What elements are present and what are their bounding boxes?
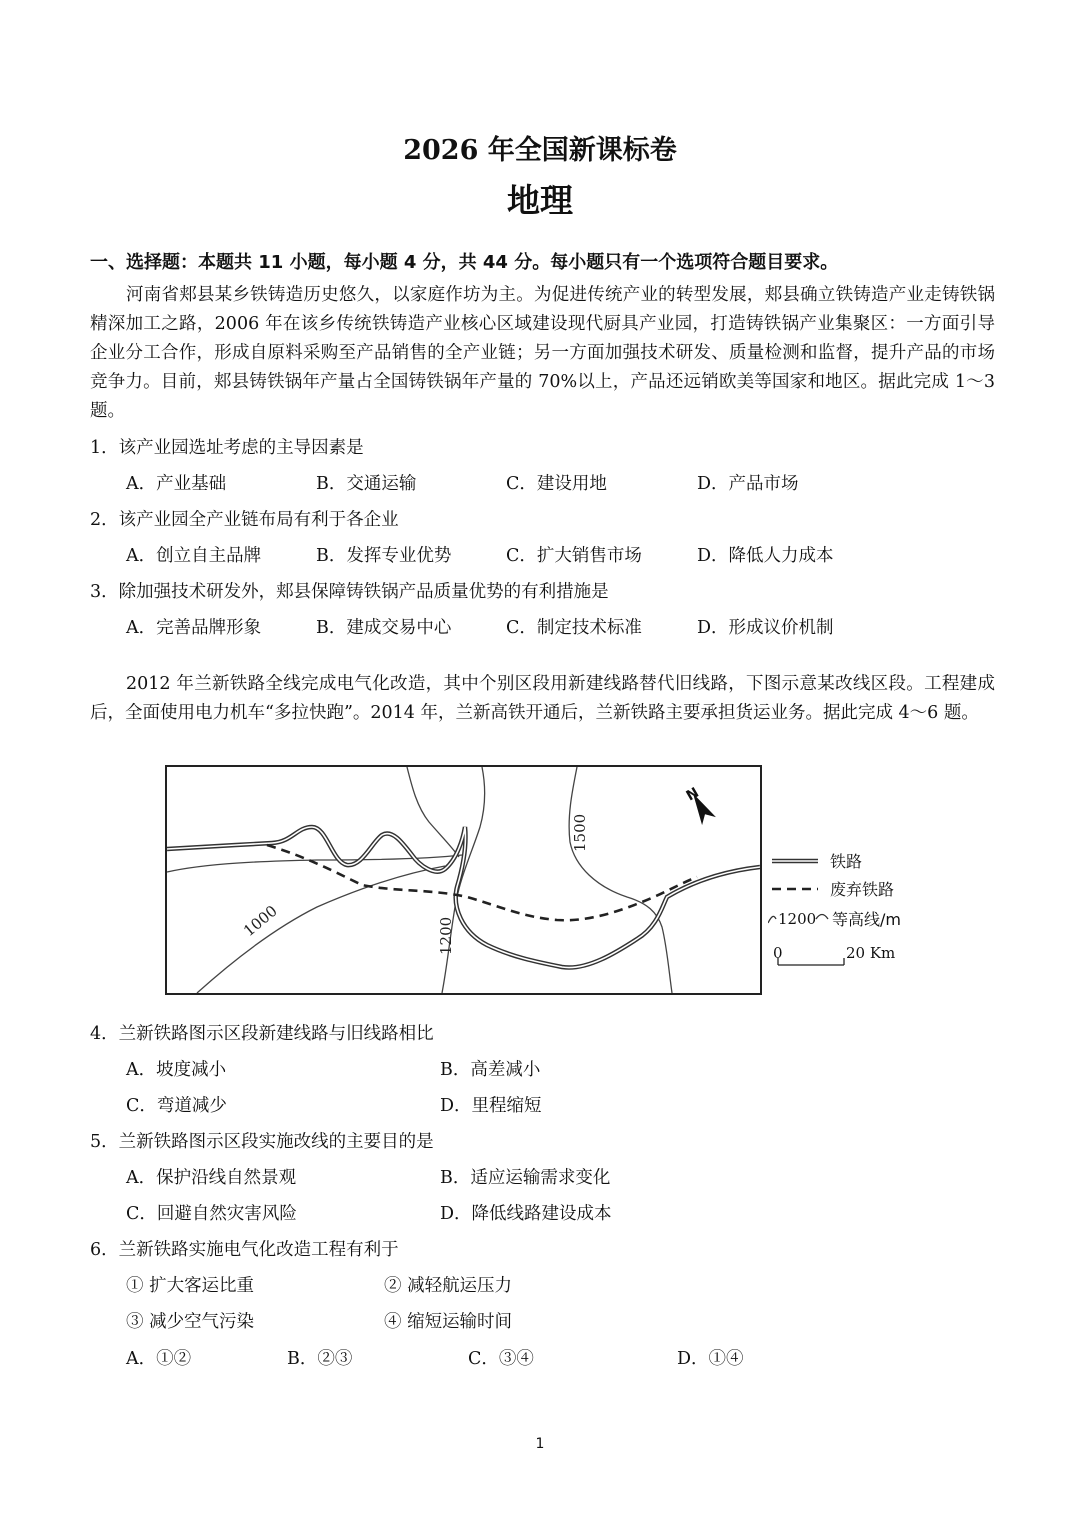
contour-1200 bbox=[442, 767, 485, 993]
q2-option-a: A．创立自主品牌 bbox=[126, 546, 262, 566]
passage-1: 河南省郏县某乡铁铸造历史悠久，以家庭作坊为主。为促进传统产业的转型发展，郏县确立铁铸造产业走铸铁锅精深加工之路，2006 年在该乡传统铁铸造产业核心区域建设现代厨具产业园，打造铸铁锅产业集聚区：一方面引导企业分工合作，形成自原料采购至产品销售的全产业链；另一方面加强技术研发、质量检测和监督，提升产品的市场竞争力。目前，郏县铸铁锅年产量占全国铸铁锅年产量的 70%以上，产品还远销欧美等国家和地区。据此完成 1～3 题。 bbox=[90, 285, 995, 421]
q2-option-b: B．发挥专业优势 bbox=[316, 546, 452, 566]
q4-option-c: C．弯道减少 bbox=[126, 1096, 227, 1116]
q6-item-4: ④ 缩短运输时间 bbox=[384, 1312, 513, 1332]
exam-title: 2026 年全国新课标卷 bbox=[403, 135, 677, 166]
q3-option-d: D．形成议价机制 bbox=[697, 618, 834, 638]
q2-option-c: C．扩大销售市场 bbox=[506, 546, 642, 566]
legend-abandoned: 废弃铁路 bbox=[830, 880, 895, 899]
q3-option-c: C．制定技术标准 bbox=[506, 618, 642, 638]
question-3-stem: 3．除加强技术研发外，郏县保障铸铁锅产品质量优势的有利措施是 bbox=[90, 582, 609, 602]
contour-1200-upper bbox=[407, 767, 459, 857]
q5-option-d: D．降低线路建设成本 bbox=[440, 1204, 612, 1224]
q5-option-b: B．适应运输需求变化 bbox=[440, 1168, 611, 1188]
contour-1500 bbox=[569, 767, 672, 993]
legend-railway: 铁路 bbox=[830, 852, 863, 871]
q4-option-d: D．里程缩短 bbox=[440, 1096, 542, 1116]
q1-option-a: A．产业基础 bbox=[126, 474, 227, 494]
contour-label-1200: 1200 bbox=[437, 916, 455, 955]
passage-2: 2012 年兰新铁路全线完成电气化改造，其中个别区段用新建线路替代旧线路，下图示意某改线区段。工程建成后，全面使用电力机车“多拉快跑”。2014 年，兰新高铁开通后，兰新铁路主要承担货运业务。据此完成 4～6 题。 bbox=[90, 674, 995, 723]
page-number: 1 bbox=[535, 1436, 545, 1452]
q2-option-d: D．降低人力成本 bbox=[697, 546, 834, 566]
q6-option-a: A．①② bbox=[126, 1349, 192, 1369]
q4-option-a: A．坡度减小 bbox=[126, 1060, 227, 1080]
q3-option-b: B．建成交易中心 bbox=[316, 618, 452, 638]
legend-contour-sample: 1200 bbox=[778, 910, 817, 928]
contour-label-1000: 1000 bbox=[240, 901, 281, 941]
north-label: N bbox=[683, 784, 702, 805]
q5-option-c: C．回避自然灾害风险 bbox=[126, 1204, 297, 1224]
q6-item-1: ① 扩大客运比重 bbox=[126, 1276, 255, 1296]
question-4-stem: 4．兰新铁路图示区段新建线路与旧线路相比 bbox=[90, 1024, 434, 1044]
q6-item-2: ② 减轻航运压力 bbox=[384, 1276, 513, 1296]
section-heading: 一、选择题：本题共 11 小题，每小题 4 分，共 44 分。每小题只有一个选项符合题目要求。 bbox=[90, 252, 839, 273]
question-1-stem: 1．该产业园选址考虑的主导因素是 bbox=[90, 438, 364, 458]
q6-item-3: ③ 减少空气污染 bbox=[126, 1312, 255, 1332]
railway-map bbox=[165, 765, 762, 995]
question-2-stem: 2．该产业园全产业链布局有利于各企业 bbox=[90, 510, 399, 530]
contour-label-1500: 1500 bbox=[571, 813, 589, 852]
legend-contour: 等高线/m bbox=[832, 910, 901, 929]
map-legend bbox=[768, 845, 948, 975]
subject-title: 地理 bbox=[507, 181, 573, 220]
railway-map-svg bbox=[167, 767, 760, 993]
q6-option-b: B．②③ bbox=[287, 1349, 353, 1369]
contour-1000-lower bbox=[197, 866, 445, 993]
q4-option-b: B．高差减小 bbox=[440, 1060, 541, 1080]
q3-option-a: A．完善品牌形象 bbox=[126, 618, 262, 638]
scale-end: 20 Km bbox=[846, 944, 896, 962]
railway-new bbox=[167, 827, 760, 968]
q5-option-a: A．保护沿线自然景观 bbox=[126, 1168, 297, 1188]
question-5-stem: 5．兰新铁路图示区段实施改线的主要目的是 bbox=[90, 1132, 434, 1152]
q6-option-d: D．①④ bbox=[677, 1349, 744, 1369]
question-6-stem: 6．兰新铁路实施电气化改造工程有利于 bbox=[90, 1240, 399, 1260]
railway-abandoned bbox=[267, 845, 697, 920]
q1-option-c: C．建设用地 bbox=[506, 474, 607, 494]
q1-option-d: D．产品市场 bbox=[697, 474, 799, 494]
scale-start: 0 bbox=[773, 944, 783, 962]
q1-option-b: B．交通运输 bbox=[316, 474, 417, 494]
q6-option-c: C．③④ bbox=[468, 1349, 534, 1369]
